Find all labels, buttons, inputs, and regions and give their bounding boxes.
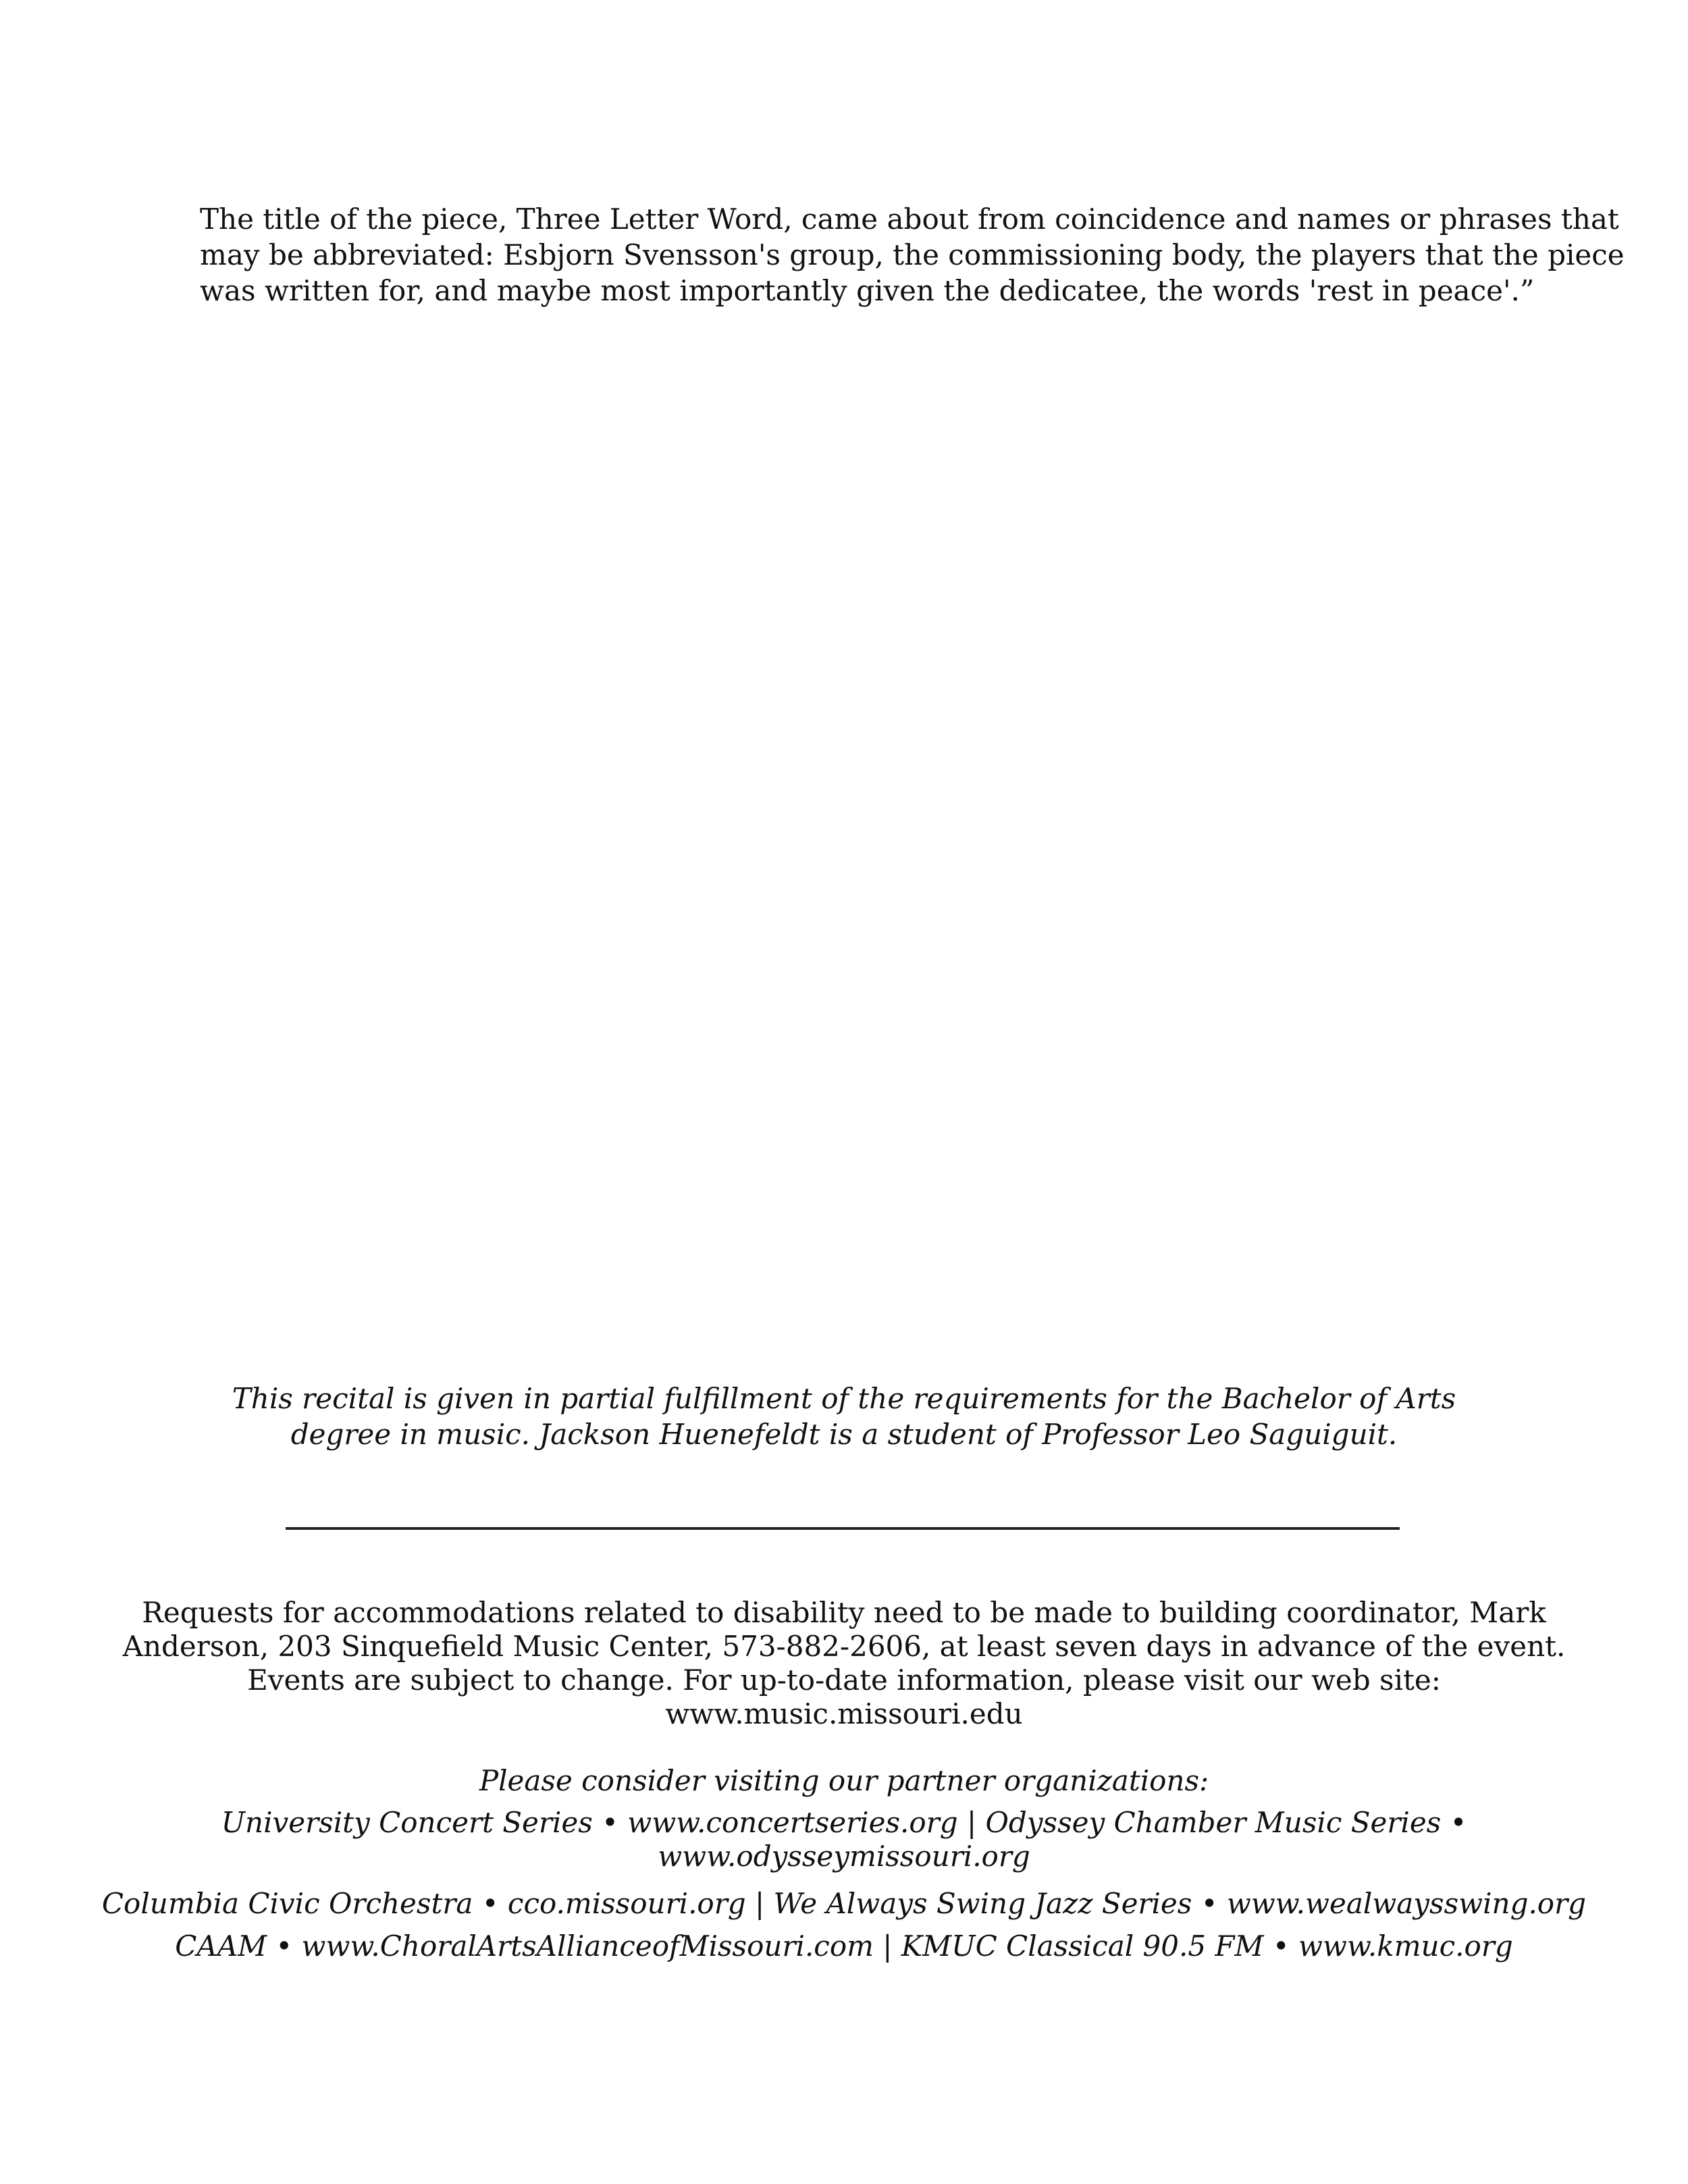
- partner-line: University Concert Series • www.concertseries.org | Odyssey Chamber Music Series •: [221, 1806, 1467, 1839]
- degree-requirements-note: [0, 1381, 1688, 1452]
- section-divider: [286, 1527, 1400, 1530]
- degree-requirements-line: degree in music. Jackson Huenefeldt is a student of Professor Leo Saguiguit.: [290, 1418, 1398, 1451]
- music-website-link[interactable]: www.music.missouri.edu: [665, 1697, 1023, 1730]
- partner-organizations: [0, 1764, 1688, 1967]
- partner-line: CAAM • www.ChoralArtsAllianceofMissouri.com | KMUC Classical 90.5 FM • www.kmuc.org: [175, 1929, 1513, 1963]
- partners-intro: Please consider visiting our partner organizations:: [479, 1764, 1209, 1797]
- accommodations-line: Requests for accommodations related to disability need to be made to building coordinator, Mark: [142, 1596, 1546, 1629]
- degree-requirements-line: This recital is given in partial fulfillment of the requirements for the Bachelor of Arts: [232, 1382, 1456, 1415]
- partner-line: Columbia Civic Orchestra • cco.missouri.org | We Always Swing Jazz Series • www.wealwaysswing.org: [101, 1887, 1587, 1920]
- accommodations-line: Events are subject to change. For up-to-date information, please visit our web site:: [247, 1663, 1441, 1697]
- piece-title-note-line: The title of the piece, Three Letter Word, came about from coincidence and names or phrases that: [200, 203, 1619, 236]
- piece-title-note-line: was written for, and maybe most importantly given the dedicatee, the words 'rest in peace'.”: [200, 274, 1535, 307]
- partner-line-group: [0, 1806, 1688, 1873]
- partner-line: www.odysseymissouri.org: [658, 1840, 1030, 1873]
- accommodations-note: [0, 1596, 1688, 1731]
- accommodations-line: Anderson, 203 Sinquefield Music Center, 573-882-2606, at least seven days in advance of the event.: [122, 1630, 1566, 1663]
- piece-title-note-line: may be abbreviated: Esbjorn Svensson's group, the commissioning body, the players that the piece: [200, 238, 1625, 271]
- piece-title-note: [200, 201, 1625, 309]
